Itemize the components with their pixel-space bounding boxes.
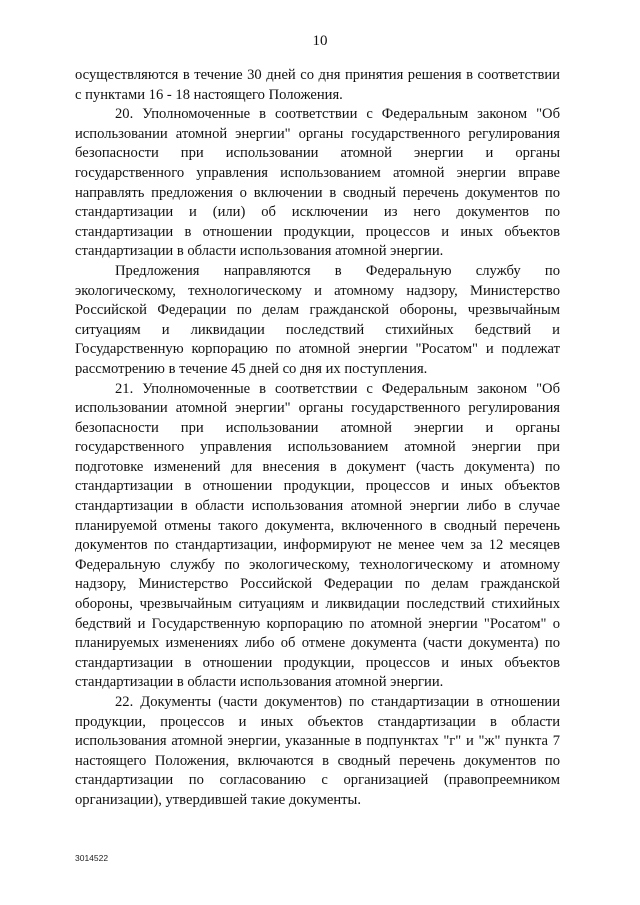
paragraph-continuation: осуществляются в течение 30 дней со дня принятия решения в соответствии с пунктами 16 - 18 настоящего Положения.: [75, 67, 560, 103]
paragraph-item-20: 20. Уполномоченные в соответствии с Федеральным законом "Об использовании атомной энергии" органы государственного регулирования безопасности при использовании атомной энергии и органы государственного управления использованием атомной энергии вправе направлять предложения о включении в сводный перечень документов по стандартизации и (или) об исключении из него документов по стандартизации в отношении продукции, процессов и иных объектов стандартизации в области использования атомной энергии.: [75, 106, 560, 260]
document-code: 3014522: [75, 853, 109, 863]
page-number: 10: [312, 33, 328, 49]
paragraph-proposals: Предложения направляются в Федеральную службу по экологическому, технологическому и атомному надзору, Министерство Российской Федерации по делам гражданской обороны, чрезвычайным ситуациям и ликвидации последствий стихийных бедствий и Государственную корпорацию по атомной энергии "Росатом" и подлежат рассмотрению в течение 45 дней со дня их поступления.: [75, 262, 560, 377]
document-body: [75, 66, 560, 811]
paragraph-item-22: 22. Документы (части документов) по стандартизации в отношении продукции, процессов и иных объектов стандартизации в области использования атомной энергии, указанные в подпунктах "г" и "ж" пункта 7 настоящего Положения, включаются в сводный перечень документов по стандартизации по согласованию с организацией (правопреемником организации), утвердившей такие документы.: [75, 694, 560, 808]
paragraph-item-21: 21. Уполномоченные в соответствии с Федеральным законом "Об использовании атомной энергии" органы государственного регулирования безопасности при использовании атомной энергии и органы государственного управления использованием атомной энергии при подготовке изменений для внесения в документ (часть документа) по стандартизации в отношении продукции, процессов и иных объектов стандартизации в области использования атомной энергии либо в случае планируемой отмены такого документа, включенного в сводный перечень документов по стандартизации, информируют не менее чем за 12 месяцев Федеральную службу по экологическому, технологическому и атомному надзору, Министерство Российской Федерации по делам гражданской обороны, чрезвычайным ситуациям и ликвидации последствий стихийных бедствий и Государственную корпорацию по атомной энергии "Росатом" о планируемых изменениях либо об отмене документа (части документа) по стандартизации в отношении продукции, процессов и иных объектов стандартизации в области использования атомной энергии.: [75, 380, 560, 691]
